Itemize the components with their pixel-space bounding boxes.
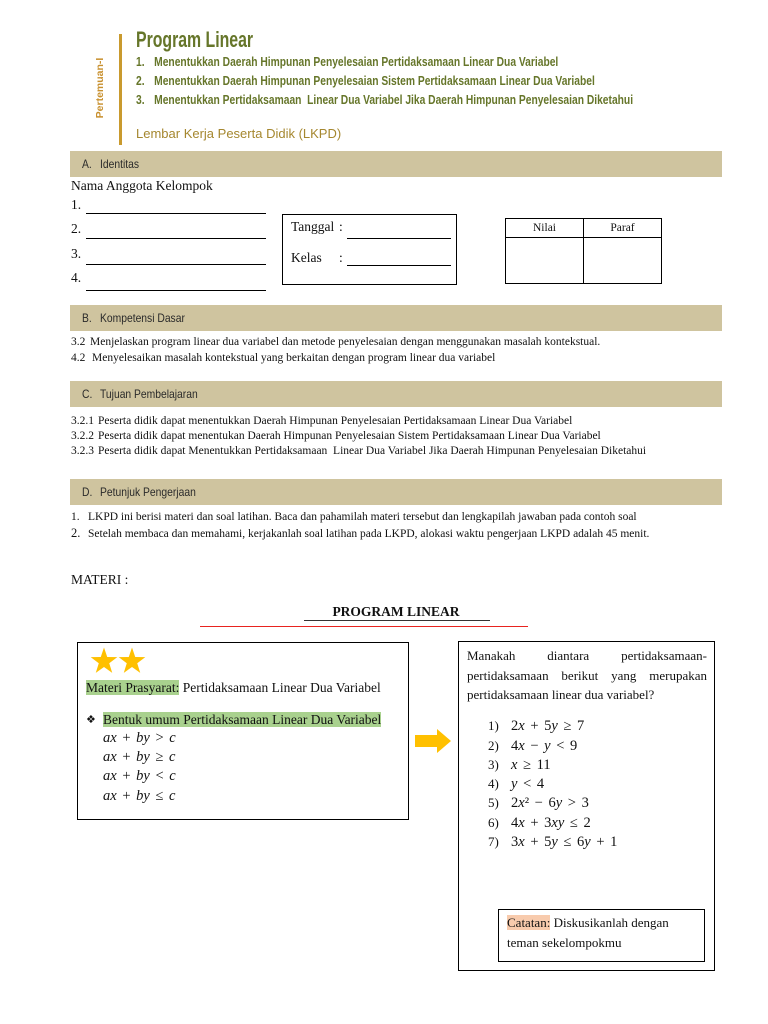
question-prompt-line: pertidaksamaan linear dua variabel? xyxy=(467,687,655,702)
goal-number: 3.2.1 xyxy=(71,415,94,427)
prerequisite-line xyxy=(86,679,381,697)
objective-text: Menentukkan Daerah Himpunan Penyelesaian Sistem Pertidaksamaan Linear Dua Variabel xyxy=(154,73,595,88)
note-text-block xyxy=(507,913,687,953)
class-separator: : xyxy=(339,250,343,265)
member-name-line xyxy=(86,238,266,239)
section-letter: B. xyxy=(82,311,92,325)
note-box xyxy=(498,909,705,962)
score-cell-paraf xyxy=(584,238,661,283)
class-line xyxy=(347,265,451,266)
diamond-bullet-icon: ❖ xyxy=(86,713,96,726)
score-header-nilai: Nilai xyxy=(506,219,584,238)
competency-item xyxy=(71,334,600,350)
objective-number: 2. xyxy=(136,73,145,88)
general-form-expression: ax + by ≤ c xyxy=(103,788,176,804)
header-accent-bar xyxy=(119,34,122,145)
general-form-expression: ax + by > c xyxy=(103,730,176,746)
section-letter: C. xyxy=(82,387,93,401)
score-header-paraf: Paraf xyxy=(584,219,661,238)
member-name-line xyxy=(86,264,266,265)
session-label: Pertemuan-I xyxy=(94,57,106,119)
competency-number: 3.2 xyxy=(71,336,86,348)
member-number: 2. xyxy=(71,221,82,236)
section-heading-tujuan xyxy=(70,381,722,407)
section-letter: D. xyxy=(82,485,93,499)
worksheet-subtitle: Lembar Kerja Peserta Didik (LKPD) xyxy=(136,126,342,141)
member-number: 3. xyxy=(71,246,82,261)
learning-goal-item xyxy=(71,443,646,459)
general-form-label: Bentuk umum Pertidaksamaan Linear Dua Variabel xyxy=(103,712,382,727)
option-number: 6) xyxy=(488,815,499,830)
competency-text: Menyelesaikan masalah kontekstual yang berkaitan dengan program linear dua variabel xyxy=(92,352,496,364)
option-expression: 2x + 5y ≥ 7 xyxy=(511,718,585,734)
section-title: Kompetensi Dasar xyxy=(100,311,185,325)
option-expression: 4x + 3xy ≤ 2 xyxy=(511,815,591,831)
section-heading-petunjuk xyxy=(70,479,722,505)
class-label: Kelas xyxy=(291,250,322,265)
title-red-rule xyxy=(200,626,528,627)
prerequisite-box xyxy=(77,642,409,820)
page-title: Program Linear xyxy=(136,27,254,52)
objective-item xyxy=(136,54,558,70)
section-letter: A. xyxy=(82,157,92,171)
goal-number: 3.2.2 xyxy=(71,430,94,442)
materi-title: PROGRAM LINEAR xyxy=(332,604,460,619)
section-title: Petunjuk Pengerjaan xyxy=(100,485,196,499)
instruction-number: 1. xyxy=(71,511,80,523)
date-separator: : xyxy=(339,219,343,234)
star-icon xyxy=(90,647,118,674)
question-prompt-line: Manakah diantara pertidaksamaan- xyxy=(467,648,707,663)
option-expression: 4x − y < 9 xyxy=(511,738,578,754)
member-number: 4. xyxy=(71,270,82,285)
option-number: 1) xyxy=(488,718,499,733)
member-number: 1. xyxy=(71,197,82,212)
instruction-item xyxy=(71,525,649,542)
goal-number: 3.2.3 xyxy=(71,445,94,457)
objective-number: 1. xyxy=(136,54,145,69)
general-form-expression: ax + by ≥ c xyxy=(103,749,176,765)
goal-text: Peserta didik dapat menentukkan Daerah Himpunan Penyelesaian Pertidaksamaan Linear Dua Variabel xyxy=(98,415,573,427)
member-name-line xyxy=(86,213,266,214)
date-label: Tanggal xyxy=(291,219,335,234)
objective-text: Menentukkan Pertidaksamaan Linear Dua Variabel Jika Daerah Himpunan Penyelesaian Diketahui xyxy=(154,92,634,107)
star-icon xyxy=(118,647,146,674)
note-text: Diskusikanlah dengan teman sekelompokmu xyxy=(507,915,669,950)
option-expression: x ≥ 11 xyxy=(511,757,551,773)
note-label: Catatan: xyxy=(507,915,551,930)
objective-text: Menentukkan Daerah Himpunan Penyelesaian Pertidaksamaan Linear Dua Variabel xyxy=(154,54,559,69)
score-cell-nilai xyxy=(506,238,584,283)
date-line xyxy=(347,238,451,239)
section-title: Tujuan Pembelajaran xyxy=(100,387,198,401)
materi-label: MATERI : xyxy=(71,572,129,587)
instruction-item xyxy=(71,509,637,525)
competency-number: 4.2 xyxy=(71,352,86,364)
prerequisite-label: Materi Prasyarat: xyxy=(86,680,180,695)
competency-text: Menjelaskan program linear dua variabel dan metode penyelesaian dengan menggunakan masalah kontekstual. xyxy=(90,336,601,348)
instruction-text: Setelah membaca dan memahami, kerjakanlah soal latihan pada LKPD, alokasi waktu pengerjaan LKPD adalah 45 menit. xyxy=(88,528,650,540)
arrow-right-icon xyxy=(415,729,451,753)
option-expression: 3x + 5y ≤ 6y + 1 xyxy=(511,834,618,850)
option-expression: 2x² − 6y > 3 xyxy=(511,795,589,811)
objective-number: 3. xyxy=(136,92,145,107)
group-members-label: Nama Anggota Kelompok xyxy=(71,178,213,193)
prerequisite-topic: Pertidaksamaan Linear Dua Variabel xyxy=(182,680,381,695)
score-table xyxy=(505,218,662,284)
learning-goal-item xyxy=(71,413,572,429)
goal-text: Peserta didik dapat Menentukkan Pertidaksamaan Linear Dua Variabel Jika Daerah Himpunan Penyelesaian Diketahui xyxy=(98,445,647,457)
section-heading-kompetensi xyxy=(70,305,722,331)
learning-goal-item xyxy=(71,428,601,444)
section-title: Identitas xyxy=(100,157,140,171)
option-expression: y < 4 xyxy=(511,776,545,792)
objective-item xyxy=(136,92,633,108)
option-number: 7) xyxy=(488,834,499,849)
member-name-line xyxy=(86,290,266,291)
date-class-box xyxy=(282,214,457,285)
general-form-expression: ax + by < c xyxy=(103,768,176,784)
option-number: 3) xyxy=(488,757,499,772)
option-number: 5) xyxy=(488,795,499,810)
section-heading-identitas xyxy=(70,151,722,177)
goal-text: Peserta didik dapat menentukan Daerah Himpunan Penyelesaian Sistem Pertidaksamaan Linear Dua Variabel xyxy=(98,430,601,442)
instruction-text: LKPD ini berisi materi dan soal latihan. Baca dan pahamilah materi tersebut dan lengkapilah jawaban pada contoh soal xyxy=(88,511,637,523)
instruction-number: 2. xyxy=(71,526,81,540)
competency-item xyxy=(71,350,495,366)
option-number: 4) xyxy=(488,776,499,791)
question-prompt-line: pertidaksamaan berikut yang merupakan xyxy=(467,668,707,683)
general-form-heading xyxy=(103,711,381,729)
option-number: 2) xyxy=(488,738,499,753)
objective-item xyxy=(136,73,595,89)
title-underline xyxy=(304,620,490,621)
